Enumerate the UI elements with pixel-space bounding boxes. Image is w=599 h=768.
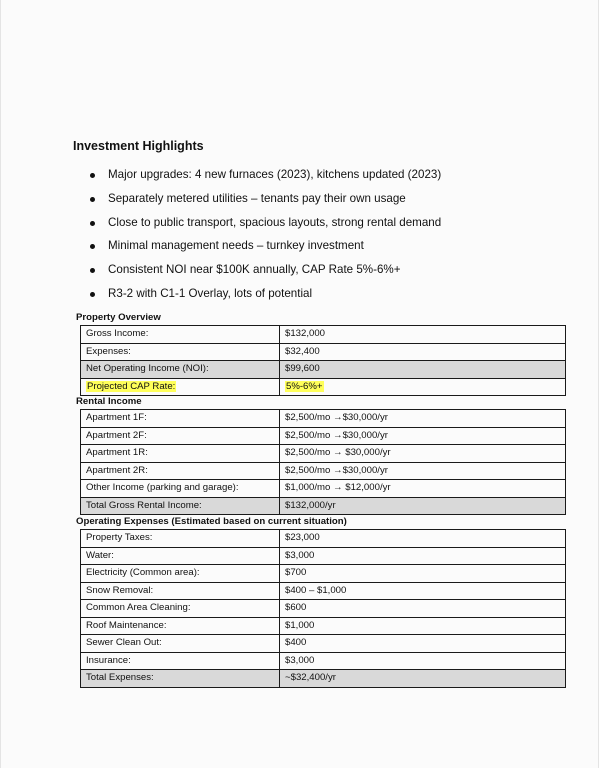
table-row [81, 565, 566, 583]
table-row [81, 445, 566, 463]
rental-income-table [80, 409, 566, 515]
row-label: Total Expenses: [81, 670, 280, 688]
row-label: Apartment 2R: [81, 462, 280, 480]
row-value: $99,600 [280, 361, 566, 379]
property-overview-table [80, 325, 566, 396]
property-overview-title: Property Overview [76, 312, 161, 323]
row-value: $600 [280, 600, 566, 618]
row-value: $1,000/mo → $12,000/yr [280, 480, 566, 498]
row-label: Gross Income: [81, 326, 280, 344]
row-value: $2,500/mo →$30,000/yr [280, 427, 566, 445]
row-label: Apartment 1R: [81, 445, 280, 463]
highlight-item: Separately metered utilities – tenants pay their own usage [87, 187, 557, 211]
table-row [81, 617, 566, 635]
table-row [81, 410, 566, 428]
row-label: Expenses: [81, 343, 280, 361]
row-label: Total Gross Rental Income: [81, 497, 280, 515]
row-label: Roof Maintenance: [81, 617, 280, 635]
row-value: $1,000 [280, 617, 566, 635]
table-row [81, 530, 566, 548]
table-row [81, 427, 566, 445]
cap-rate-label-cell [81, 378, 280, 396]
row-value: $400 – $1,000 [280, 582, 566, 600]
row-label: Snow Removal: [81, 582, 280, 600]
cap-rate-value-cell [280, 378, 566, 396]
row-label: Apartment 2F: [81, 427, 280, 445]
row-label: Apartment 1F: [81, 410, 280, 428]
row-value: $700 [280, 565, 566, 583]
table-row [81, 670, 566, 688]
row-label: Water: [81, 547, 280, 565]
table-row [81, 378, 566, 396]
row-value: $32,400 [280, 343, 566, 361]
cap-rate-label: Projected CAP Rate: [87, 380, 176, 392]
cap-rate-value: 5%-6%+ [286, 380, 323, 392]
row-label: Other Income (parking and garage): [81, 480, 280, 498]
operating-expenses-title: Operating Expenses (Estimated based on current situation) [76, 516, 347, 527]
row-value: $3,000 [280, 547, 566, 565]
table-row [81, 361, 566, 379]
row-value: $2,500/mo →$30,000/yr [280, 410, 566, 428]
table-row [81, 600, 566, 618]
row-value: $400 [280, 635, 566, 653]
table-row [81, 582, 566, 600]
row-value: $3,000 [280, 652, 566, 670]
table-row [81, 652, 566, 670]
highlight-item: Consistent NOI near $100K annually, CAP Rate 5%-6%+ [87, 258, 557, 282]
highlight-item: Close to public transport, spacious layouts, strong rental demand [87, 211, 557, 235]
table-row [81, 326, 566, 344]
row-value: ~$32,400/yr [280, 670, 566, 688]
table-row [81, 497, 566, 515]
row-value: $2,500/mo → $30,000/yr [280, 445, 566, 463]
highlight-item: Major upgrades: 4 new furnaces (2023), kitchens updated (2023) [87, 163, 557, 187]
row-value: $132,000/yr [280, 497, 566, 515]
operating-expenses-table [80, 529, 566, 688]
row-label: Sewer Clean Out: [81, 635, 280, 653]
row-label: Net Operating Income (NOI): [81, 361, 280, 379]
row-value: $132,000 [280, 326, 566, 344]
table-row [81, 462, 566, 480]
table-row [81, 547, 566, 565]
row-label: Insurance: [81, 652, 280, 670]
highlight-item: Minimal management needs – turnkey investment [87, 234, 557, 258]
highlights-list [87, 163, 557, 306]
row-value: $2,500/mo →$30,000/yr [280, 462, 566, 480]
row-label: Common Area Cleaning: [81, 600, 280, 618]
rental-income-title: Rental Income [76, 396, 142, 407]
table-row [81, 343, 566, 361]
row-label: Property Taxes: [81, 530, 280, 548]
investment-highlights-heading: Investment Highlights [73, 139, 204, 153]
table-row [81, 480, 566, 498]
row-label: Electricity (Common area): [81, 565, 280, 583]
table-row [81, 635, 566, 653]
highlight-item: R3-2 with C1-1 Overlay, lots of potential [87, 282, 557, 306]
row-value: $23,000 [280, 530, 566, 548]
